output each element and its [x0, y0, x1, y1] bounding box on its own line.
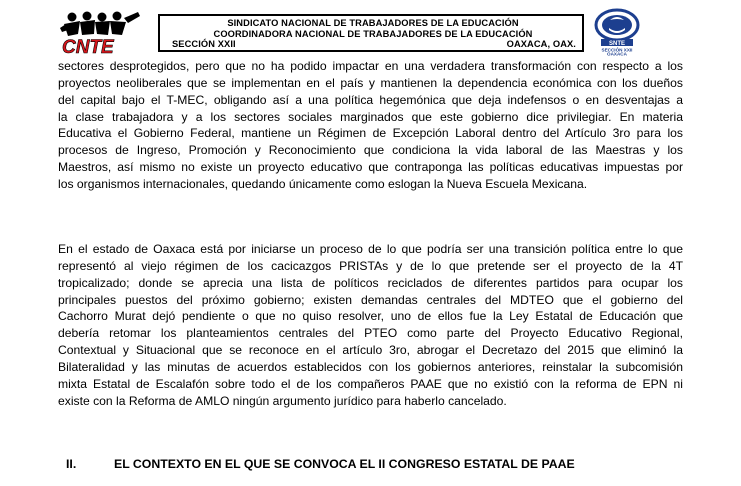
paragraph-line: existe con la Reforma de AMLO ningún argumento jurídico para haberlo cancelado.	[58, 393, 507, 408]
letterhead-title-box	[158, 14, 584, 52]
paragraph-line: la clase trabajadora y a los sectores sociales marginados que este gobierno dice privilegiar. En materia	[58, 109, 683, 124]
svg-text:OAXACA: OAXACA	[607, 51, 627, 56]
svg-text:SECCIÓN XXII: SECCIÓN XXII	[601, 47, 633, 53]
paragraph-line: del capital bajo el T-MEC, obligando así a una política hegemónica que deja indefensos o en desventajas a	[58, 92, 683, 107]
paragraph-line: representó al viejo régimen de los cacicazgos PRISTAs y de lo que pretende ser el proyecto de la 4T	[58, 258, 683, 273]
seal-letters: SNTE	[608, 41, 626, 47]
paragraph-line: los organismos internacionales, quedando únicamente como eslogan la Nueva Escuela Mexicana.	[58, 176, 588, 191]
location-label: OAXACA, OAX.	[506, 39, 576, 49]
cnte-logo-text: CNTE	[62, 37, 114, 56]
paragraph-line: procesos de Ingreso, Promoción y Reconocimiento que condiciona la vida laboral de las Maestras y los	[58, 143, 683, 158]
paragraph-line: debería retomar los planteamientos centrales del PTEO como parte del Proyecto Educativo Regional,	[58, 326, 683, 341]
coordinator-name: COORDINADORA NACIONAL DE TRABAJADORES DE LA EDUCACIÓN	[213, 28, 533, 39]
letterhead	[58, 8, 682, 56]
paragraph-line: Contextual y Situacional que se reconoce en el artículo 3ro, abrogar el Decretazo del 2015 que eliminó la	[58, 343, 683, 358]
paragraph-line: En el estado de Oaxaca está por iniciarse un proceso de lo que podría ser una transición política entre lo que	[58, 242, 683, 256]
snte-seal-logo	[592, 8, 642, 56]
section-location-line	[170, 39, 576, 50]
paragraph-line: principales puestos del próximo gobierno; existen demandas centrales del MDTEO que el gobierno del	[58, 292, 683, 307]
section-label: SECCIÓN XXII	[172, 39, 236, 49]
paragraph-line: Educativa el Gobierno Federal, mantiene un Régimen de Excepción Laboral dentro del Artículo 3ro para los	[58, 126, 683, 141]
paragraph-line: Cachorro Murat dejó pendiente o que no quiso resolver, uno de ellos fue la Ley Estatal de Educación que	[58, 309, 683, 324]
paragraph-line: Maestros, así mismo no existe un proyecto educativo que contraponga las políticas educativas impuestas por	[58, 160, 683, 175]
paragraph-line: Bilateralidad y las minutas de acuerdos establecidos con los gobiernos anteriores, reinstalar la subcomisión	[58, 359, 683, 374]
paragraph-line: sectores desprotegidos, pero que no ha podido impactar en una verdadera transformación con respecto a los	[58, 59, 683, 73]
paragraph-national-context	[58, 58, 683, 193]
cnte-logo	[58, 10, 156, 56]
paragraph-line: tropicalizado; donde se aprecia una lista de políticos reciclados de diferentes partidos para ocupar los	[58, 275, 683, 290]
paragraph-oaxaca-context	[58, 241, 683, 409]
paragraph-line: proyectos neoliberales que se implementan en el país y mantienen la dependencia económica con los dueños	[58, 75, 683, 90]
section-title: EL CONTEXTO EN EL QUE SE CONVOCA EL II CONGRESO ESTATAL DE PAAE	[114, 457, 575, 471]
paragraph-line: mixta Estatal de Escalafón sobre todo el de los compañeros PAAE que no existió con la reforma de EPN ni	[58, 376, 683, 391]
section-heading	[66, 457, 575, 471]
section-number: II.	[66, 457, 77, 471]
union-name: SINDICATO NACIONAL DE TRABAJADORES DE LA EDUCACIÓN	[227, 18, 519, 28]
